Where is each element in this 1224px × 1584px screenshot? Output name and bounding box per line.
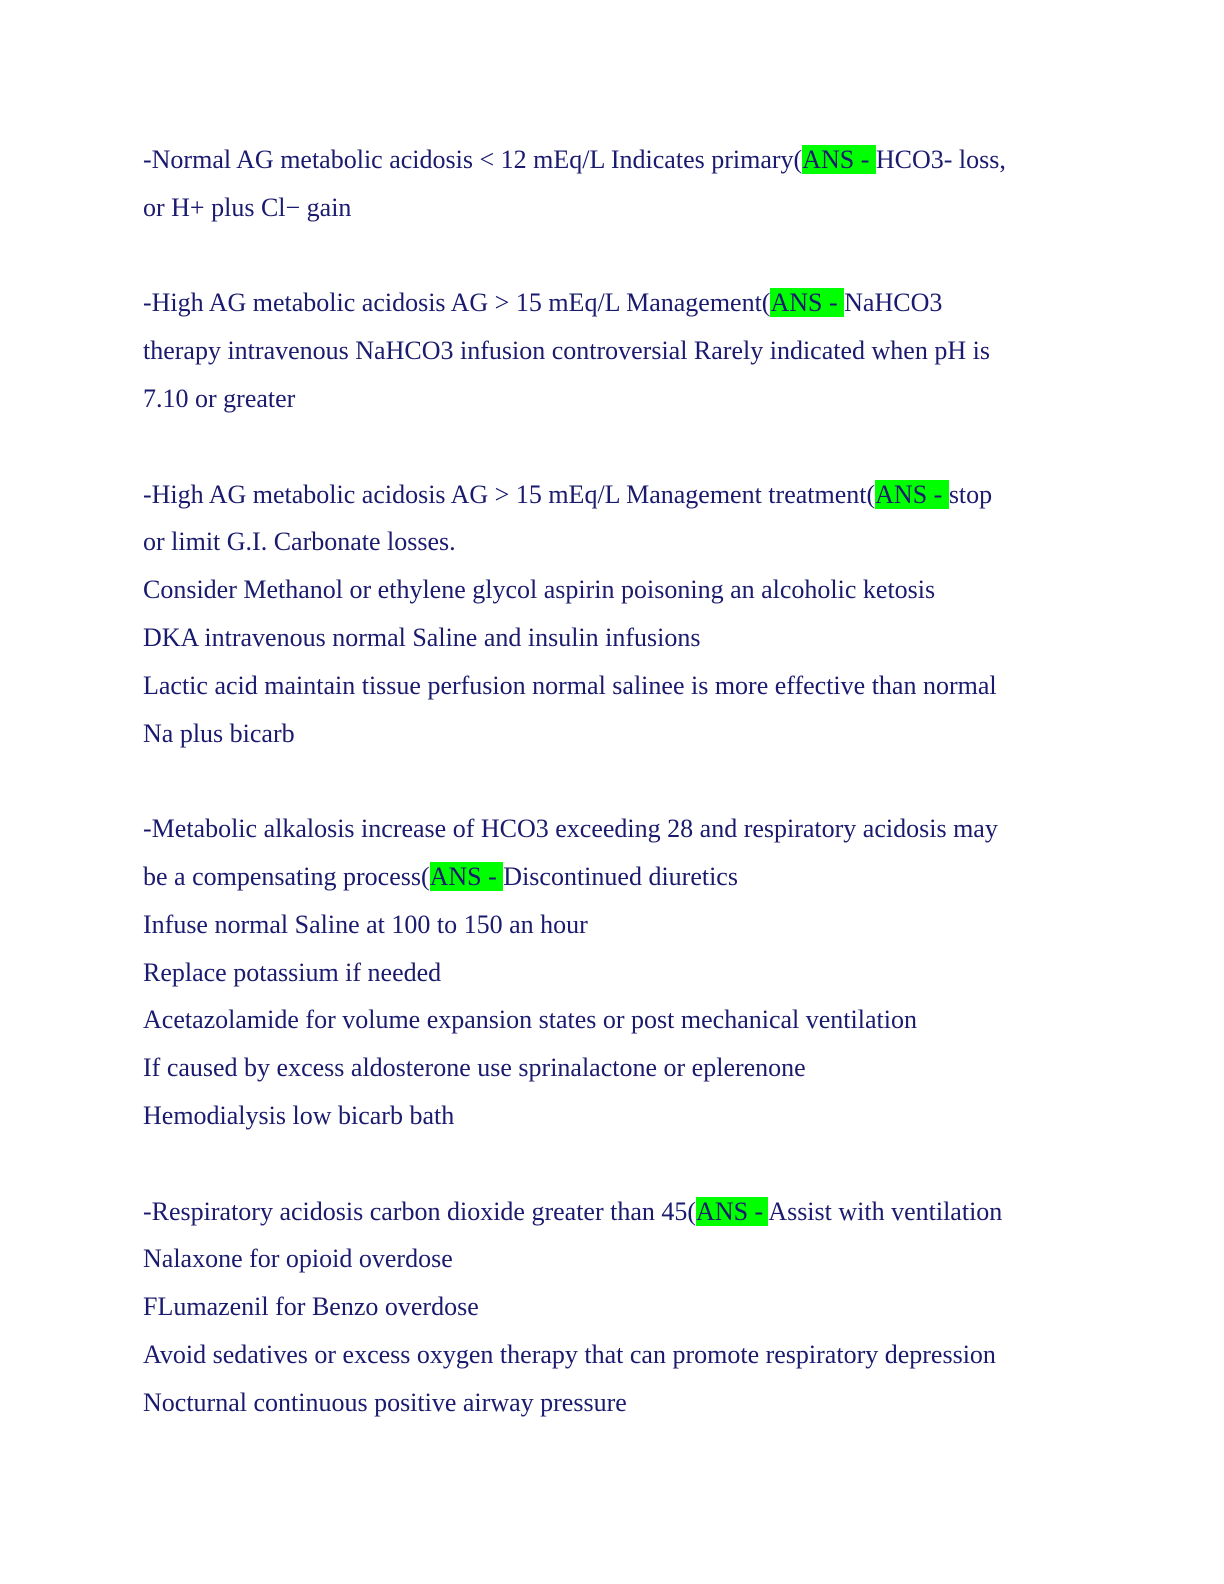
text-line: therapy intravenous NaHCO3 infusion controversial Rarely indicated when pH is bbox=[143, 336, 990, 366]
text-line: If caused by excess aldosterone use sprinalactone or eplerenone bbox=[143, 1053, 806, 1083]
text-line: Hemodialysis low bicarb bath bbox=[143, 1100, 455, 1130]
question-text: -High AG metabolic acidosis AG > 15 mEq/L Management treatment( bbox=[143, 479, 876, 509]
text-line bbox=[143, 1188, 1083, 1236]
answer-highlight: ANS - bbox=[802, 145, 876, 174]
text-line bbox=[143, 279, 1083, 327]
text-line: Lactic acid maintain tissue perfusion normal salinee is more effective than normal bbox=[143, 670, 997, 700]
question-text: -Respiratory acidosis carbon dioxide greater than 45( bbox=[143, 1196, 697, 1226]
answer-text: HCO3- loss, bbox=[875, 145, 1006, 174]
question-text: be a compensating process( bbox=[143, 861, 430, 891]
text-line: Acetazolamide for volume expansion states or post mechanical ventilation bbox=[143, 1005, 917, 1035]
text-line: -Metabolic alkalosis increase of HCO3 exceeding 28 and respiratory acidosis may bbox=[143, 814, 998, 844]
flashcard-entry bbox=[143, 805, 1083, 1140]
text-line: or H+ plus Cl− gain bbox=[143, 192, 352, 222]
text-line: Consider Methanol or ethylene glycol aspirin poisoning an alcoholic ketosis bbox=[143, 575, 936, 605]
text-line: 7.10 or greater bbox=[143, 383, 296, 413]
text-line bbox=[143, 853, 1083, 901]
answer-highlight: ANS - bbox=[429, 861, 504, 891]
answer-highlight: ANS - bbox=[875, 479, 949, 509]
text-line: Replace potassium if needed bbox=[143, 957, 442, 987]
answer-highlight: ANS - bbox=[770, 288, 845, 318]
flashcard-entry bbox=[143, 471, 1083, 758]
flashcard-entry bbox=[143, 279, 1083, 422]
text-line bbox=[143, 136, 1083, 184]
text-line: Nocturnal continuous positive airway pressure bbox=[143, 1387, 627, 1417]
answer-text: NaHCO3 bbox=[844, 288, 943, 318]
answer-text: Assist with ventilation bbox=[768, 1196, 1003, 1226]
text-line: Infuse normal Saline at 100 to 150 an hour bbox=[143, 909, 588, 939]
answer-highlight: ANS - bbox=[696, 1196, 769, 1226]
document-page bbox=[143, 136, 1083, 1474]
flashcard-entry bbox=[143, 136, 1083, 232]
text-line: Avoid sedatives or excess oxygen therapy that can promote respiratory depression bbox=[143, 1339, 996, 1369]
text-line: or limit G.I. Carbonate losses. bbox=[143, 527, 456, 557]
text-line: Na plus bicarb bbox=[143, 718, 295, 748]
question-text: -Normal AG metabolic acidosis < 12 mEq/L Indicates primary( bbox=[143, 145, 803, 174]
text-line: Nalaxone for opioid overdose bbox=[143, 1244, 453, 1274]
text-line: FLumazenil for Benzo overdose bbox=[143, 1292, 479, 1322]
text-line bbox=[143, 471, 1083, 519]
answer-text: Discontinued diuretics bbox=[503, 861, 738, 891]
text-line: DKA intravenous normal Saline and insulin infusions bbox=[143, 622, 701, 652]
flashcard-entry bbox=[143, 1188, 1083, 1427]
question-text: -High AG metabolic acidosis AG > 15 mEq/L Management( bbox=[143, 288, 771, 318]
answer-text: stop bbox=[948, 479, 993, 509]
